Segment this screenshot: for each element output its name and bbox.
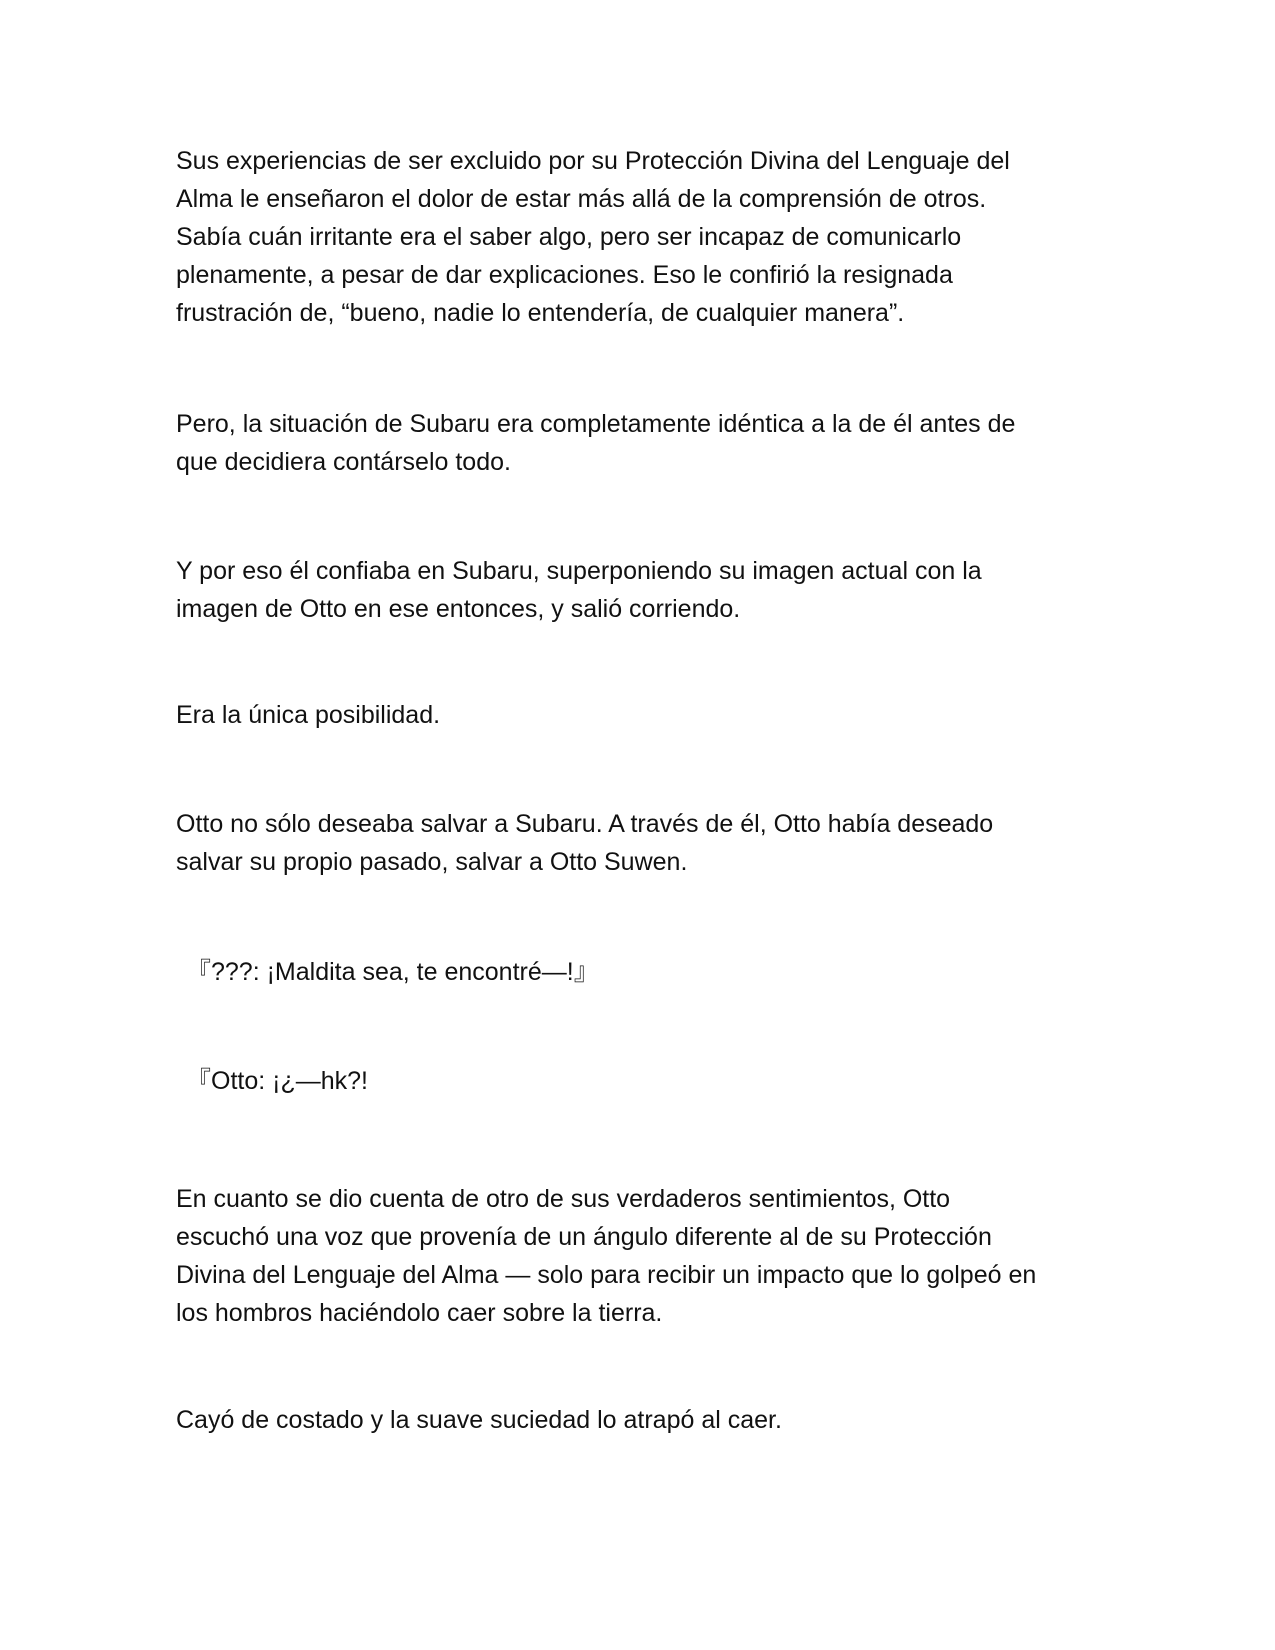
text-line: los hombros haciéndolo caer sobre la tierra. (176, 1299, 663, 1327)
paragraph-4 (176, 696, 440, 734)
text-line: Cayó de costado y la suave suciedad lo atrapó al caer. (176, 1406, 782, 1434)
paragraph-3 (176, 552, 982, 628)
text-line: Otto no sólo deseaba salvar a Subaru. A través de él, Otto había deseado (176, 810, 994, 838)
text-line: Divina del Lenguaje del Alma — solo para recibir un impacto que lo golpeó en (176, 1261, 1037, 1289)
text-line: imagen de Otto en ese entonces, y salió corriendo. (176, 595, 741, 623)
text-line: salvar su propio pasado, salvar a Otto Suwen. (176, 848, 688, 876)
text-line: Era la única posibilidad. (176, 701, 441, 729)
text-line: 『???: ¡Maldita sea, te encontré—!』 (186, 958, 599, 986)
paragraph-2 (176, 405, 1015, 481)
text-line: En cuanto se dio cuenta de otro de sus verdaderos sentimientos, Otto (176, 1185, 951, 1213)
dialogue-line-1 (186, 953, 599, 991)
text-line: que decidiera contárselo todo. (176, 448, 511, 476)
text-line: plenamente, a pesar de dar explicaciones. Eso le confirió la resignada (176, 261, 953, 289)
paragraph-6 (176, 1180, 1036, 1332)
text-line: Sabía cuán irritante era el saber algo, pero ser incapaz de comunicarlo (176, 223, 962, 251)
text-line: frustración de, “bueno, nadie lo entendería, de cualquier manera”. (176, 299, 905, 327)
dialogue-line-2 (186, 1062, 368, 1100)
paragraph-7 (176, 1401, 782, 1439)
text-line: Sus experiencias de ser excluido por su Protección Divina del Lenguaje del (176, 147, 1010, 175)
paragraph-5 (176, 805, 993, 881)
text-line: Alma le enseñaron el dolor de estar más allá de la comprensión de otros. (176, 185, 987, 213)
paragraph-1 (176, 142, 1010, 332)
text-line: escuchó una voz que provenía de un ángulo diferente al de su Protección (176, 1223, 992, 1251)
text-line: 『Otto: ¡¿—hk?! (186, 1067, 368, 1095)
text-line: Pero, la situación de Subaru era completamente idéntica a la de él antes de (176, 410, 1016, 438)
text-line: Y por eso él confiaba en Subaru, superponiendo su imagen actual con la (176, 557, 982, 585)
